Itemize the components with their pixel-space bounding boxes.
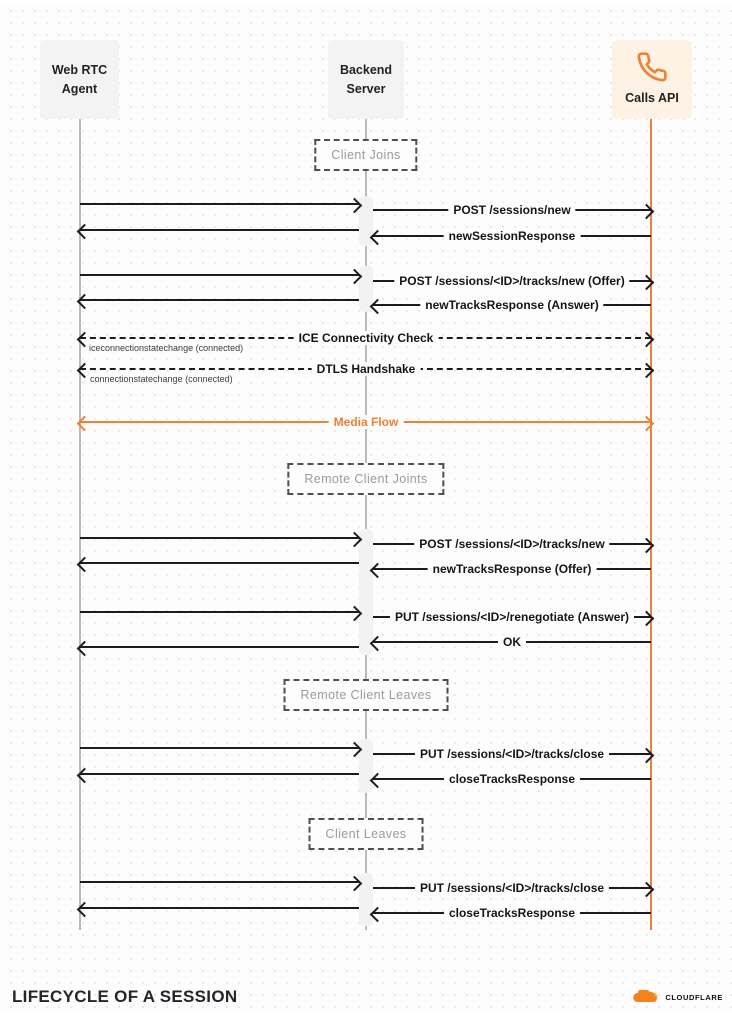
message-label: POST /sessions/<ID>/tracks/new (Offer) <box>394 274 629 288</box>
actor-label: Calls API <box>625 91 679 106</box>
message-label: closeTracksResponse <box>444 772 580 786</box>
section-label-text: Remote Client Joints <box>304 472 428 486</box>
message-arrow <box>80 646 359 648</box>
message-label: OK <box>498 635 526 649</box>
message-label: DTLS Handshake <box>312 362 421 376</box>
message-label: PUT /sessions/<ID>/renegotiate (Answer) <box>390 610 634 624</box>
section-client-joins <box>314 139 417 171</box>
actor-label: Backend <box>339 63 393 78</box>
message-sublabel: iceconnectionstatechange (connected) <box>89 343 244 353</box>
phone-icon <box>636 51 668 83</box>
actor-backend-server <box>328 40 404 119</box>
lifeline-calls-api <box>650 119 652 930</box>
activation-bar <box>359 873 373 926</box>
cloudflare-logo-icon <box>632 990 662 1005</box>
page-title: LIFECYCLE OF A SESSION <box>12 987 238 1006</box>
message-label: PUT /sessions/<ID>/tracks/close <box>415 881 609 895</box>
message-arrow <box>80 907 359 909</box>
message-label: closeTracksResponse <box>444 906 580 920</box>
activation-bar <box>359 739 373 793</box>
actor-label: Web RTC <box>51 63 108 78</box>
actor-calls-api <box>612 40 692 119</box>
lifeline-web-rtc-agent <box>79 119 81 930</box>
message-arrow <box>80 881 359 883</box>
message-arrow <box>80 229 359 231</box>
message-arrow <box>80 203 359 205</box>
message-label: PUT /sessions/<ID>/tracks/close <box>415 747 609 761</box>
message-label: newTracksResponse (Offer) <box>428 562 597 576</box>
actor-web-rtc-agent <box>40 40 119 119</box>
message-label: Media Flow <box>329 415 404 429</box>
message-arrow <box>80 562 359 564</box>
activation-bar <box>359 529 373 655</box>
message-label: POST /sessions/new <box>448 203 575 217</box>
message-arrow <box>80 274 359 276</box>
message-arrow <box>80 747 359 749</box>
section-label-text: Client Leaves <box>325 827 407 841</box>
brand-text: CLOUDFLARE <box>665 993 723 1002</box>
message-arrow <box>80 611 359 613</box>
message-label: ICE Connectivity Check <box>294 331 439 345</box>
actor-label: Server <box>346 81 386 96</box>
message-arrow <box>80 537 359 539</box>
actor-label: Agent <box>61 81 98 96</box>
top-edge <box>0 0 732 5</box>
message-label: newSessionResponse <box>444 229 581 243</box>
message-label: POST /sessions/<ID>/tracks/new <box>414 537 609 551</box>
message-sublabel: connectionstatechange (connected) <box>90 374 233 384</box>
message-label: newTracksResponse (Answer) <box>420 298 603 312</box>
message-arrow <box>80 299 359 301</box>
bottom-edge <box>0 1012 732 1019</box>
section-remote-client-joints <box>287 463 444 495</box>
cloudflare-brand <box>632 990 723 1005</box>
section-remote-client-leaves <box>284 679 449 711</box>
section-label-text: Remote Client Leaves <box>300 688 432 702</box>
message-arrow <box>80 773 359 775</box>
section-label-text: Client Joins <box>331 148 401 162</box>
section-client-leaves <box>309 818 424 850</box>
